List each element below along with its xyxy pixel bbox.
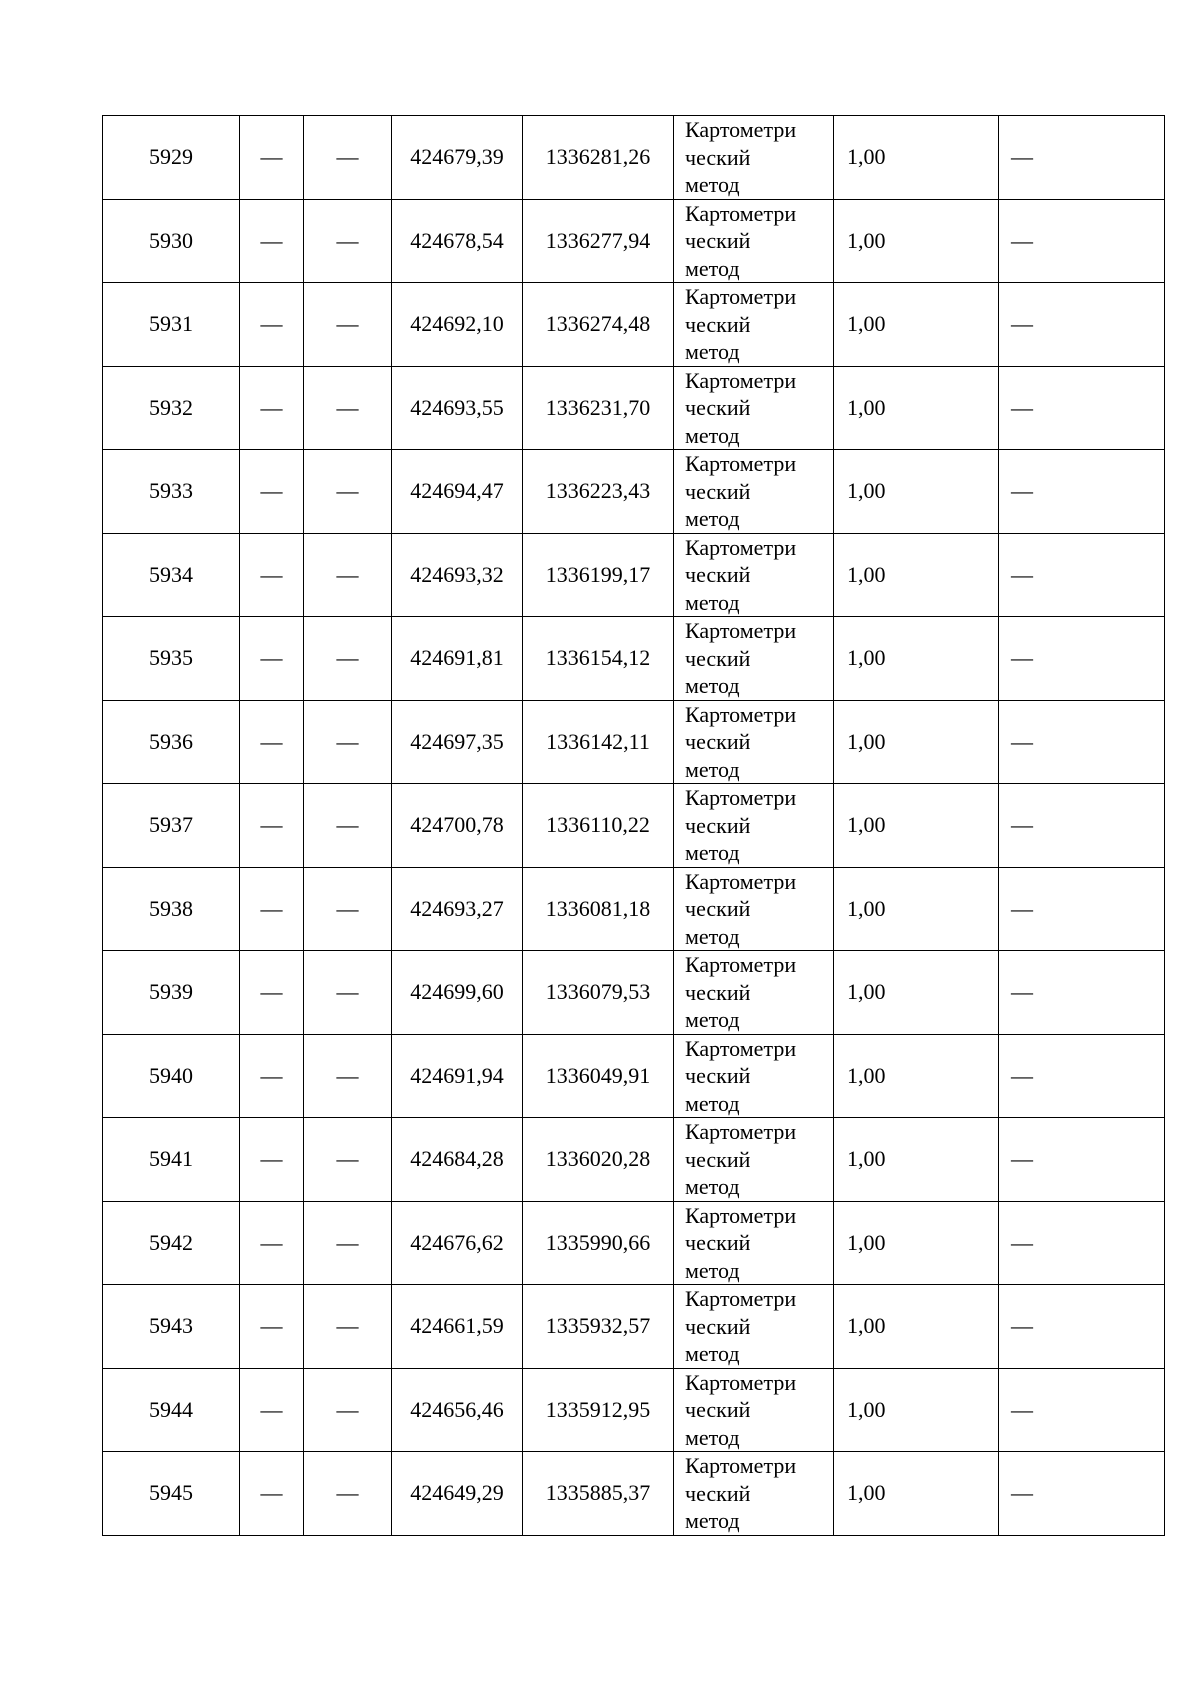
empty-dash-cell-2: — xyxy=(304,1452,392,1536)
y-coordinate-cell: 1335932,57 xyxy=(523,1285,674,1369)
empty-dash-cell-2: — xyxy=(304,1034,392,1118)
description-cell: — xyxy=(999,450,1165,534)
description-cell: — xyxy=(999,1201,1165,1285)
point-number-cell: 5944 xyxy=(103,1368,240,1452)
accuracy-cell: 1,00 xyxy=(834,1368,999,1452)
y-coordinate-cell: 1336020,28 xyxy=(523,1118,674,1202)
table-row xyxy=(103,116,1165,200)
description-cell: — xyxy=(999,784,1165,868)
x-coordinate-cell: 424678,54 xyxy=(392,199,523,283)
accuracy-cell: 1,00 xyxy=(834,450,999,534)
method-cell: Картометри ческий метод xyxy=(674,1118,834,1202)
table-row xyxy=(103,450,1165,534)
empty-dash-cell-1: — xyxy=(240,867,304,951)
y-coordinate-cell: 1336223,43 xyxy=(523,450,674,534)
empty-dash-cell-1: — xyxy=(240,1368,304,1452)
accuracy-cell: 1,00 xyxy=(834,1201,999,1285)
y-coordinate-cell: 1336142,11 xyxy=(523,700,674,784)
description-cell: — xyxy=(999,617,1165,701)
empty-dash-cell-1: — xyxy=(240,784,304,868)
table-row xyxy=(103,533,1165,617)
x-coordinate-cell: 424699,60 xyxy=(392,951,523,1035)
empty-dash-cell-2: — xyxy=(304,450,392,534)
empty-dash-cell-2: — xyxy=(304,533,392,617)
x-coordinate-cell: 424656,46 xyxy=(392,1368,523,1452)
point-number-cell: 5938 xyxy=(103,867,240,951)
point-number-cell: 5931 xyxy=(103,283,240,367)
description-cell: — xyxy=(999,116,1165,200)
description-cell: — xyxy=(999,1368,1165,1452)
point-number-cell: 5929 xyxy=(103,116,240,200)
empty-dash-cell-2: — xyxy=(304,700,392,784)
description-cell: — xyxy=(999,700,1165,784)
x-coordinate-cell: 424649,29 xyxy=(392,1452,523,1536)
empty-dash-cell-2: — xyxy=(304,366,392,450)
x-coordinate-cell: 424679,39 xyxy=(392,116,523,200)
y-coordinate-cell: 1336199,17 xyxy=(523,533,674,617)
point-number-cell: 5932 xyxy=(103,366,240,450)
empty-dash-cell-2: — xyxy=(304,1285,392,1369)
empty-dash-cell-1: — xyxy=(240,1118,304,1202)
description-cell: — xyxy=(999,366,1165,450)
point-number-cell: 5937 xyxy=(103,784,240,868)
x-coordinate-cell: 424661,59 xyxy=(392,1285,523,1369)
description-cell: — xyxy=(999,283,1165,367)
accuracy-cell: 1,00 xyxy=(834,951,999,1035)
empty-dash-cell-1: — xyxy=(240,951,304,1035)
table-row xyxy=(103,1201,1165,1285)
empty-dash-cell-2: — xyxy=(304,199,392,283)
y-coordinate-cell: 1335885,37 xyxy=(523,1452,674,1536)
method-cell: Картометри ческий метод xyxy=(674,533,834,617)
accuracy-cell: 1,00 xyxy=(834,1452,999,1536)
empty-dash-cell-1: — xyxy=(240,1034,304,1118)
empty-dash-cell-2: — xyxy=(304,116,392,200)
description-cell: — xyxy=(999,1285,1165,1369)
x-coordinate-cell: 424700,78 xyxy=(392,784,523,868)
method-cell: Картометри ческий метод xyxy=(674,1034,834,1118)
table-row xyxy=(103,1285,1165,1369)
x-coordinate-cell: 424693,55 xyxy=(392,366,523,450)
accuracy-cell: 1,00 xyxy=(834,617,999,701)
table-row xyxy=(103,199,1165,283)
accuracy-cell: 1,00 xyxy=(834,1118,999,1202)
x-coordinate-cell: 424691,94 xyxy=(392,1034,523,1118)
point-number-cell: 5941 xyxy=(103,1118,240,1202)
table-row xyxy=(103,1118,1165,1202)
coordinates-table xyxy=(102,115,1165,1536)
empty-dash-cell-1: — xyxy=(240,1452,304,1536)
empty-dash-cell-1: — xyxy=(240,199,304,283)
y-coordinate-cell: 1336231,70 xyxy=(523,366,674,450)
empty-dash-cell-1: — xyxy=(240,366,304,450)
method-cell: Картометри ческий метод xyxy=(674,1201,834,1285)
table-row xyxy=(103,951,1165,1035)
x-coordinate-cell: 424684,28 xyxy=(392,1118,523,1202)
x-coordinate-cell: 424692,10 xyxy=(392,283,523,367)
y-coordinate-cell: 1336110,22 xyxy=(523,784,674,868)
point-number-cell: 5943 xyxy=(103,1285,240,1369)
table-row xyxy=(103,366,1165,450)
accuracy-cell: 1,00 xyxy=(834,1034,999,1118)
empty-dash-cell-1: — xyxy=(240,283,304,367)
empty-dash-cell-2: — xyxy=(304,283,392,367)
y-coordinate-cell: 1336281,26 xyxy=(523,116,674,200)
x-coordinate-cell: 424691,81 xyxy=(392,617,523,701)
empty-dash-cell-2: — xyxy=(304,617,392,701)
y-coordinate-cell: 1336154,12 xyxy=(523,617,674,701)
y-coordinate-cell: 1336049,91 xyxy=(523,1034,674,1118)
method-cell: Картометри ческий метод xyxy=(674,867,834,951)
y-coordinate-cell: 1336274,48 xyxy=(523,283,674,367)
x-coordinate-cell: 424693,32 xyxy=(392,533,523,617)
empty-dash-cell-2: — xyxy=(304,867,392,951)
description-cell: — xyxy=(999,867,1165,951)
table-row xyxy=(103,283,1165,367)
point-number-cell: 5945 xyxy=(103,1452,240,1536)
table-row xyxy=(103,1452,1165,1536)
method-cell: Картометри ческий метод xyxy=(674,700,834,784)
method-cell: Картометри ческий метод xyxy=(674,1452,834,1536)
description-cell: — xyxy=(999,1452,1165,1536)
accuracy-cell: 1,00 xyxy=(834,283,999,367)
method-cell: Картометри ческий метод xyxy=(674,199,834,283)
empty-dash-cell-2: — xyxy=(304,1368,392,1452)
empty-dash-cell-2: — xyxy=(304,1118,392,1202)
empty-dash-cell-2: — xyxy=(304,784,392,868)
point-number-cell: 5940 xyxy=(103,1034,240,1118)
table-row xyxy=(103,1034,1165,1118)
point-number-cell: 5939 xyxy=(103,951,240,1035)
x-coordinate-cell: 424693,27 xyxy=(392,867,523,951)
accuracy-cell: 1,00 xyxy=(834,199,999,283)
y-coordinate-cell: 1335912,95 xyxy=(523,1368,674,1452)
empty-dash-cell-2: — xyxy=(304,1201,392,1285)
x-coordinate-cell: 424697,35 xyxy=(392,700,523,784)
y-coordinate-cell: 1335990,66 xyxy=(523,1201,674,1285)
table-row xyxy=(103,617,1165,701)
method-cell: Картометри ческий метод xyxy=(674,617,834,701)
empty-dash-cell-1: — xyxy=(240,533,304,617)
y-coordinate-cell: 1336277,94 xyxy=(523,199,674,283)
method-cell: Картометри ческий метод xyxy=(674,784,834,868)
method-cell: Картометри ческий метод xyxy=(674,116,834,200)
accuracy-cell: 1,00 xyxy=(834,867,999,951)
point-number-cell: 5936 xyxy=(103,700,240,784)
empty-dash-cell-2: — xyxy=(304,951,392,1035)
method-cell: Картометри ческий метод xyxy=(674,1368,834,1452)
description-cell: — xyxy=(999,199,1165,283)
table-row xyxy=(103,700,1165,784)
point-number-cell: 5934 xyxy=(103,533,240,617)
point-number-cell: 5942 xyxy=(103,1201,240,1285)
x-coordinate-cell: 424676,62 xyxy=(392,1201,523,1285)
empty-dash-cell-1: — xyxy=(240,116,304,200)
empty-dash-cell-1: — xyxy=(240,450,304,534)
accuracy-cell: 1,00 xyxy=(834,700,999,784)
table-row xyxy=(103,1368,1165,1452)
point-number-cell: 5930 xyxy=(103,199,240,283)
x-coordinate-cell: 424694,47 xyxy=(392,450,523,534)
description-cell: — xyxy=(999,1034,1165,1118)
method-cell: Картометри ческий метод xyxy=(674,283,834,367)
method-cell: Картометри ческий метод xyxy=(674,951,834,1035)
empty-dash-cell-1: — xyxy=(240,617,304,701)
description-cell: — xyxy=(999,951,1165,1035)
description-cell: — xyxy=(999,1118,1165,1202)
accuracy-cell: 1,00 xyxy=(834,533,999,617)
method-cell: Картометри ческий метод xyxy=(674,1285,834,1369)
table-row xyxy=(103,867,1165,951)
table-row xyxy=(103,784,1165,868)
y-coordinate-cell: 1336081,18 xyxy=(523,867,674,951)
y-coordinate-cell: 1336079,53 xyxy=(523,951,674,1035)
table-body xyxy=(103,116,1165,1536)
point-number-cell: 5933 xyxy=(103,450,240,534)
empty-dash-cell-1: — xyxy=(240,700,304,784)
accuracy-cell: 1,00 xyxy=(834,784,999,868)
description-cell: — xyxy=(999,533,1165,617)
method-cell: Картометри ческий метод xyxy=(674,366,834,450)
empty-dash-cell-1: — xyxy=(240,1285,304,1369)
method-cell: Картометри ческий метод xyxy=(674,450,834,534)
accuracy-cell: 1,00 xyxy=(834,1285,999,1369)
accuracy-cell: 1,00 xyxy=(834,366,999,450)
accuracy-cell: 1,00 xyxy=(834,116,999,200)
empty-dash-cell-1: — xyxy=(240,1201,304,1285)
point-number-cell: 5935 xyxy=(103,617,240,701)
